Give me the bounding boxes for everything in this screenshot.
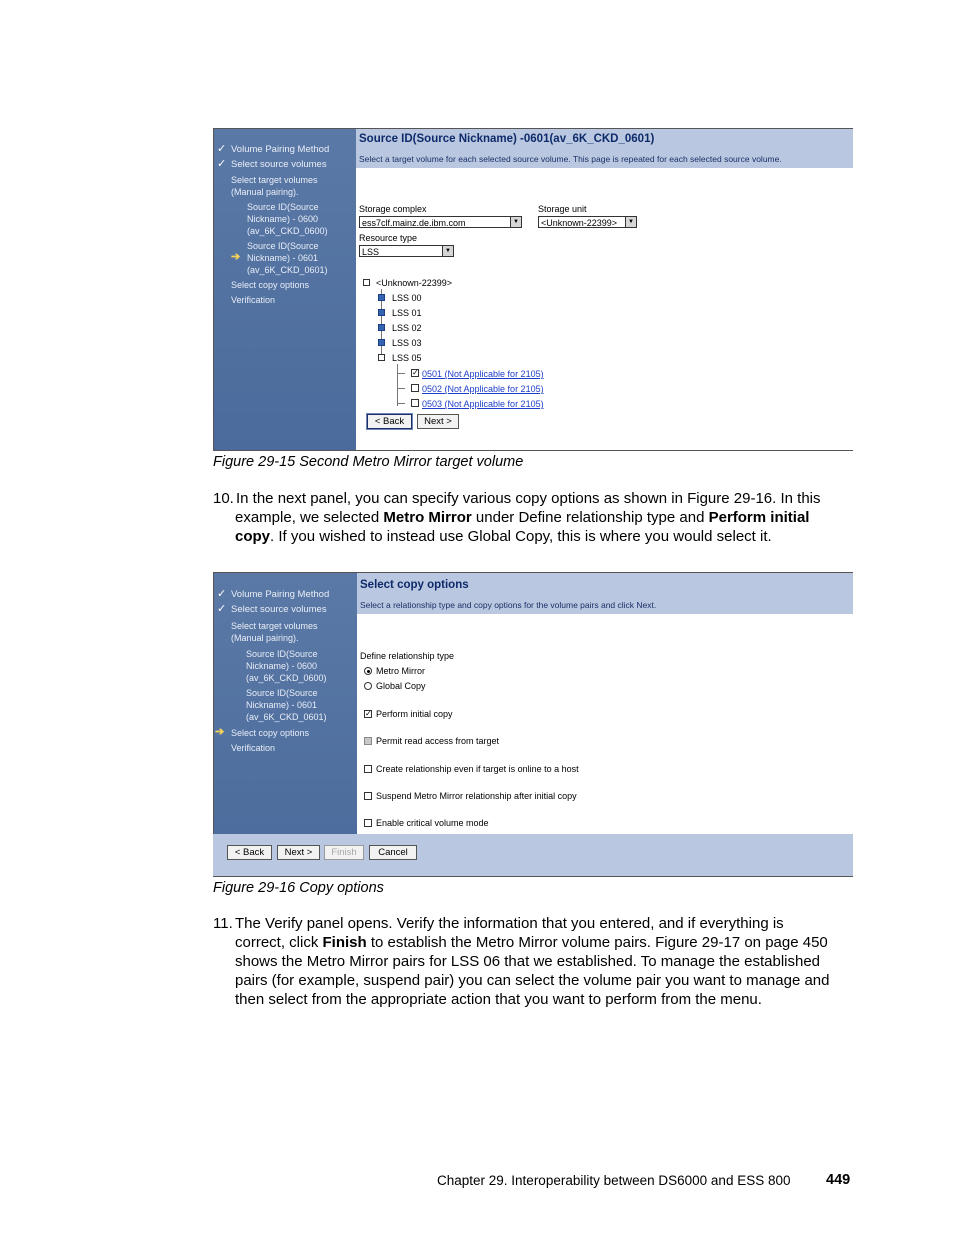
resource-type-label: Resource type	[359, 233, 418, 243]
back-button[interactable]: < Back	[227, 845, 272, 860]
nav-source-0600-l3[interactable]: (av_6K_CKD_0600)	[247, 226, 328, 236]
volume-0501-checkbox[interactable]: ✓	[412, 368, 419, 377]
panel-title: Source ID(Source Nickname) -0601(av_6K_CKD_0601)	[359, 133, 655, 145]
step-11-paragraph	[213, 914, 853, 1010]
nav-source-0601-l3[interactable]: (av_6K_CKD_0601)	[247, 265, 328, 275]
nav-select-copy-options[interactable]: Select copy options	[231, 280, 310, 290]
collapse-icon[interactable]	[378, 354, 385, 361]
critical-volume-checkbox[interactable]	[364, 819, 372, 827]
wizard-sidebar	[213, 129, 356, 450]
nav-select-source-volumes[interactable]: ✓ Select source volumes	[217, 603, 327, 615]
nav-select-copy-options[interactable]: ➔ Select copy options	[215, 726, 310, 738]
step-number: 11.	[213, 915, 233, 932]
back-button[interactable]: < Back	[367, 414, 412, 429]
tree-connector	[397, 388, 405, 389]
tree-connector	[397, 373, 405, 374]
volume-0502-checkbox[interactable]	[411, 384, 419, 392]
step-number: 10.	[213, 490, 234, 507]
panel-header	[357, 573, 853, 614]
nav-verification[interactable]: Verification	[231, 295, 276, 305]
button-bar	[213, 834, 853, 876]
expand-icon[interactable]	[378, 339, 385, 346]
nav-source-0601-l2[interactable]: Nickname) - 0601	[246, 700, 318, 710]
paragraph-line: In the next panel, you can specify various copy options as shown in Figure 29-16. In this	[236, 490, 821, 507]
figure-caption: Figure 29-16 Copy options	[213, 880, 384, 896]
nav-source-0600-l2[interactable]: Nickname) - 0600	[247, 214, 319, 224]
storage-complex-label: Storage complex	[359, 204, 427, 214]
suspend-relationship-checkbox[interactable]	[364, 792, 372, 800]
check-icon: ✓	[217, 603, 227, 615]
collapse-icon[interactable]	[363, 279, 370, 286]
storage-unit-label: Storage unit	[538, 204, 587, 214]
arrow-right-icon: ➔	[231, 251, 241, 263]
chevron-down-icon[interactable]: ▼	[442, 246, 453, 256]
wizard-content: Source ID(Source Nickname) -0601(av_6K_CKD_0601) Select a target volume for each selected source volume. This page is repeated for each selected source volume. Storage complex ess7clf.mainz.de.ibm.com ▼ Storage unit <Unknown-22399> ▼ Resource type LSS ▼ <Unknown-22399> LSS 00 LSS 01 LSS 02 LSS 03 LSS 05 ✓ 0501 (Not Applicable for 2105) 0502 (Not Applicable for 2105) 0503 (Not Applicable for 2105) < Back Next >	[356, 129, 853, 450]
panel-title: Select copy options	[360, 579, 469, 591]
paragraph-line: copy. If you wished to instead use Global Copy, this is where you would select it.	[235, 528, 772, 545]
paragraph-line: The Verify panel opens. Verify the information that you entered, and if everything is	[235, 915, 784, 932]
volume-0501-link[interactable]: 0501 (Not Applicable for 2105)	[422, 369, 544, 379]
permit-read-access-checkbox[interactable]	[364, 737, 372, 745]
chevron-down-icon[interactable]: ▼	[510, 217, 521, 227]
nav-verification[interactable]: Verification	[231, 743, 276, 753]
nav-select-target-volumes[interactable]: Select target volumes	[231, 621, 318, 631]
check-icon: ✓	[217, 158, 227, 170]
panel-header	[356, 129, 853, 168]
nav-volume-pairing-method[interactable]: ✓ Volume Pairing Method	[217, 588, 330, 600]
running-footer: Chapter 29. Interoperability between DS6000 and ESS 800	[437, 1173, 791, 1188]
tree-connector	[397, 403, 405, 404]
nav-source-0601-l1[interactable]: Source ID(Source	[246, 688, 318, 698]
paragraph-line: shows the Metro Mirror pairs for LSS 06 that we established. To manage the established	[235, 953, 821, 970]
paragraph-line: example, we selected Metro Mirror under Define relationship type and Perform initial	[235, 509, 810, 526]
nav-select-source-volumes[interactable]: ✓ Select source volumes	[217, 158, 327, 170]
storage-complex-select[interactable]: ess7clf.mainz.de.ibm.com ▼	[359, 216, 522, 228]
nav-manual-pairing: (Manual pairing).	[231, 187, 299, 197]
nav-manual-pairing: (Manual pairing).	[231, 633, 299, 643]
step-10-paragraph	[213, 489, 853, 549]
nav-source-0600-l3[interactable]: (av_6K_CKD_0600)	[246, 673, 327, 683]
volume-0502-link[interactable]: 0502 (Not Applicable for 2105)	[422, 384, 544, 394]
nav-source-0601-l2[interactable]: ➔ Nickname) - 0601	[231, 251, 319, 263]
nav-volume-pairing-method[interactable]: ✓ Volume Pairing Method	[217, 143, 330, 155]
figure-29-15	[213, 128, 853, 451]
tree-connector	[397, 364, 398, 406]
nav-source-0601-l3[interactable]: (av_6K_CKD_0601)	[246, 712, 327, 722]
check-icon: ✓	[217, 143, 227, 155]
metro-mirror-radio[interactable]	[364, 667, 372, 675]
resource-type-select[interactable]: LSS ▼	[359, 245, 454, 257]
create-relationship-checkbox[interactable]	[364, 765, 372, 773]
cancel-button[interactable]: Cancel	[369, 845, 417, 860]
expand-icon[interactable]	[378, 309, 385, 316]
next-button[interactable]: Next >	[417, 414, 459, 429]
volume-0503-link[interactable]: 0503 (Not Applicable for 2105)	[422, 399, 544, 409]
arrow-right-icon: ➔	[215, 726, 225, 738]
nav-source-0600-l2[interactable]: Nickname) - 0600	[246, 661, 318, 671]
global-copy-radio[interactable]	[364, 682, 372, 690]
storage-unit-select[interactable]: <Unknown-22399> ▼	[538, 216, 637, 228]
nav-source-0601-l1[interactable]: Source ID(Source	[247, 241, 319, 251]
panel-subtitle: Select a target volume for each selected source volume. This page is repeated for each selected source volume.	[359, 154, 782, 164]
wizard-content: Select copy options Select a relationship type and copy options for the volume pairs and click Next. Define relationship type Metro Mirror Global Copy ✓ Perform initial copy Permit read access from target Create relationship even if target is online to a host Suspend Metro Mirror relationship after initial copy Enable critical volume mode	[357, 573, 853, 876]
nav-source-0600-l1[interactable]: Source ID(Source	[247, 202, 319, 212]
finish-button[interactable]: Finish	[324, 845, 364, 860]
volume-0503-checkbox[interactable]	[411, 399, 419, 407]
figure-29-16	[213, 572, 853, 877]
paragraph-line: correct, click Finish to establish the Metro Mirror volume pairs. Figure 29-17 on page 450	[235, 934, 828, 951]
define-relationship-label: Define relationship type	[360, 651, 455, 661]
expand-icon[interactable]	[378, 324, 385, 331]
paragraph-line: then select from the appropriate action that you want to perform from the menu.	[235, 991, 762, 1008]
nav-select-target-volumes[interactable]: Select target volumes	[231, 175, 318, 185]
figure-caption: Figure 29-15 Second Metro Mirror target volume	[213, 454, 524, 470]
paragraph-line: pairs (for example, suspend pair) you can select the volume pair you want to manage and	[235, 972, 830, 989]
page-number: 449	[826, 1172, 851, 1188]
next-button[interactable]: Next >	[277, 845, 320, 860]
nav-source-0600-l1[interactable]: Source ID(Source	[246, 649, 318, 659]
panel-subtitle: Select a relationship type and copy options for the volume pairs and click Next.	[360, 600, 657, 610]
expand-icon[interactable]	[378, 294, 385, 301]
chevron-down-icon[interactable]: ▼	[625, 217, 636, 227]
check-icon: ✓	[217, 588, 227, 600]
perform-initial-copy-checkbox[interactable]: ✓	[365, 709, 372, 718]
wizard-sidebar	[213, 573, 357, 876]
